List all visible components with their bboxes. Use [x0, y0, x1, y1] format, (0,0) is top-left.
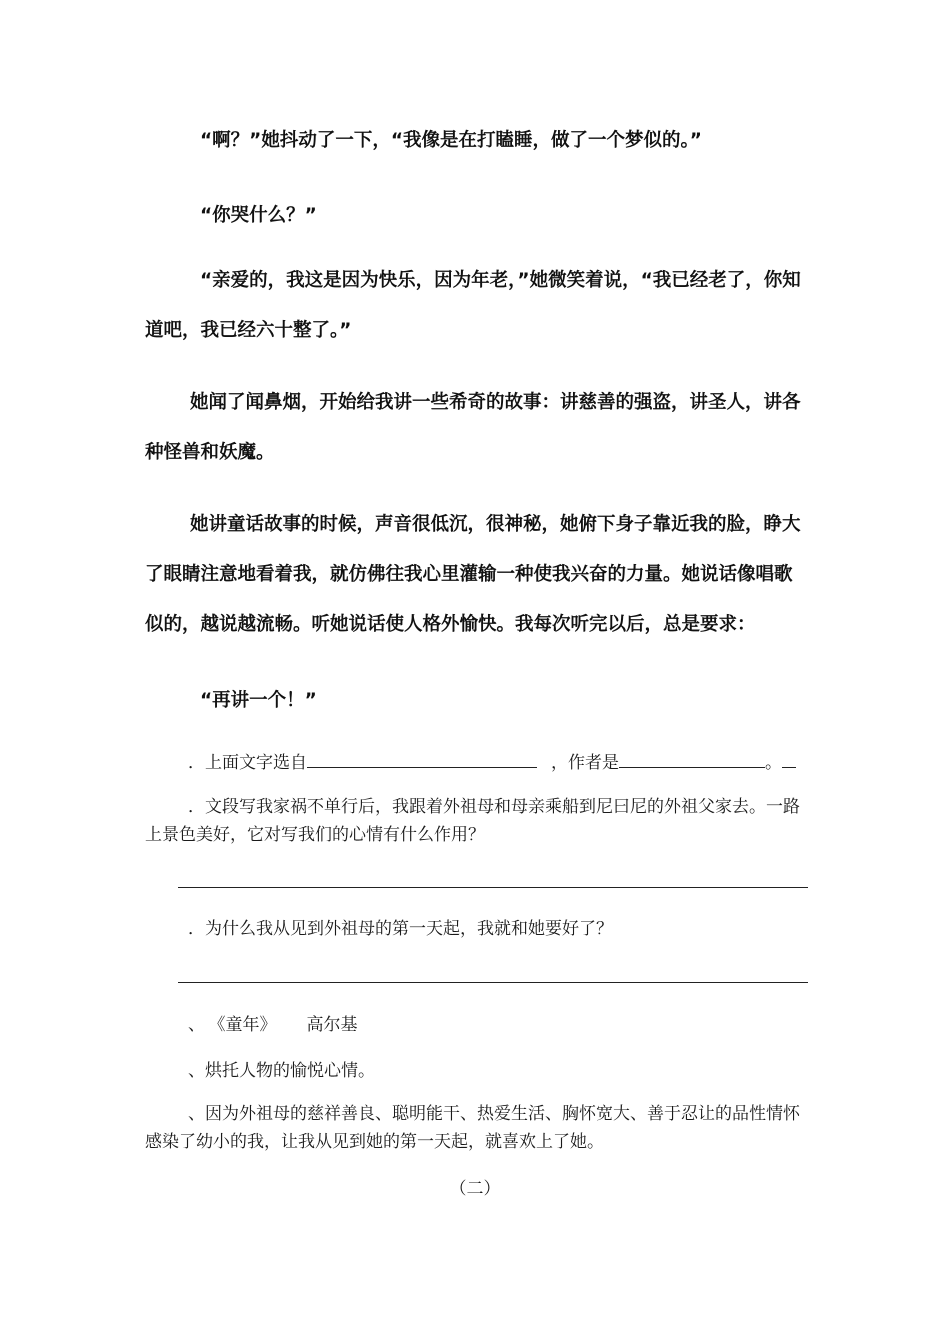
- author-blank[interactable]: [619, 751, 765, 768]
- story-paragraph-2: “你哭什么？”: [200, 205, 317, 226]
- answer-1-prefix: 、: [188, 1015, 205, 1035]
- question-2: ．文段写我家祸不单行后，我跟着外祖母和母亲乘船到尼曰尼的外祖父家去。一路上景色美好，它对写我们的心情有什么作用？: [145, 797, 800, 845]
- story-paragraph-1: “啊？”她抖动了一下，“我像是在打瞌睡，做了一个梦似的。”: [200, 130, 702, 151]
- story-paragraph-3: “亲爱的，我这是因为快乐，因为年老，”她微笑着说，“我已经老了，你知道吧，我已经六十整了。”: [145, 270, 801, 341]
- answer-1-author: 高尔基: [306, 1015, 358, 1035]
- question-1-mid: ，作者是: [551, 753, 619, 773]
- section-heading: （二）: [449, 1179, 501, 1199]
- question-1: [188, 748, 808, 773]
- question-3: ．为什么我从见到外祖母的第一天起，我就和她要好了？: [188, 919, 613, 939]
- answer-2: 、烘托人物的愉悦心情。: [188, 1061, 375, 1081]
- story-paragraph-5: 她讲童话故事的时候，声音很低沉，很神秘，她俯下身子靠近我的脸，睁大了眼睛注意地看着我，就仿佛往我心里灌输一种使我兴奋的力量。她说话像唱歌似的，越说越流畅。听她说话使人格外愉快。我每次听完以后，总是要求：: [145, 514, 801, 635]
- story-paragraph-4: 她闻了闻鼻烟，开始给我讲一些希奇的故事：讲慈善的强盗，讲圣人，讲各种怪兽和妖魔。: [145, 392, 801, 463]
- story-paragraph-6: “再讲一个！”: [200, 690, 317, 711]
- question-1-end: 。: [765, 753, 782, 773]
- answer-1: [188, 1010, 808, 1035]
- question-1-end-rule: [782, 751, 796, 768]
- answer-3: 、因为外祖母的慈祥善良、聪明能干、热爱生活、胸怀宽大、善于忍让的品性情怀感染了幼小的我，让我从见到她的第一天起，就喜欢上了她。: [145, 1104, 800, 1152]
- question-1-prefix: ．上面文字选自: [188, 753, 307, 773]
- question-3-answer-line[interactable]: [178, 982, 808, 983]
- answer-1-book: 《童年》: [217, 1015, 277, 1035]
- question-2-answer-line[interactable]: [178, 887, 808, 888]
- book-title-blank[interactable]: [307, 751, 537, 768]
